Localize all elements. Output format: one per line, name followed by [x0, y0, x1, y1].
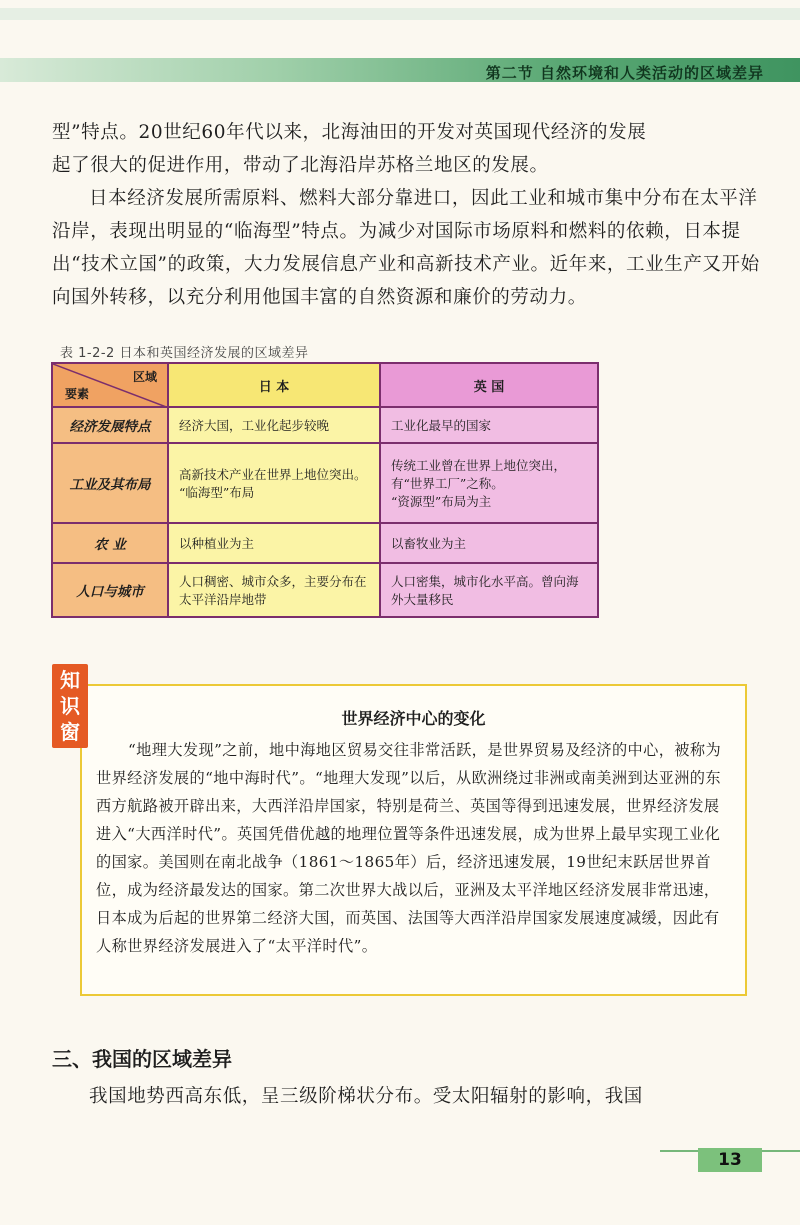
- paragraph-2: 日本经济发展所需原料、燃料大部分靠进口，因此工业和城市集中分布在太平洋沿岸，表现出明显的“临海型”特点。为减少对国际市场原料和燃料的依赖，日本提出“技术立国”的政策，大力发展信息产业和高新技术产业。近年来，工业生产又开始向国外转移，以充分利用他国丰富的自然资源和廉价的劳动力。: [52, 188, 760, 308]
- top-decor-strip: [0, 8, 800, 20]
- cell-uk-population: 人口密集，城市化水平高。曾向海外大量移民: [380, 563, 598, 617]
- table-row: [52, 407, 598, 443]
- tab-char: 知: [60, 668, 80, 692]
- table-header-row: [52, 363, 598, 407]
- cell-japan-industry-line-1: 高新技术产业在世界上地位突出。: [179, 467, 367, 482]
- corner-label-factor: 要素: [65, 387, 90, 401]
- row-key-economy: 经济发展特点: [52, 407, 168, 443]
- cell-japan-industry: [168, 443, 380, 523]
- cell-uk-industry: [380, 443, 598, 523]
- row-key-population: 人口与城市: [52, 563, 168, 617]
- page-number: 13: [698, 1148, 762, 1172]
- tab-char: 识: [60, 694, 80, 718]
- section-paragraph: 我国地势西高东低，呈三级阶梯状分布。受太阳辐射的影响，我国: [89, 1086, 643, 1107]
- knowledge-window-title: 世界经济中心的变化: [341, 709, 486, 728]
- body-text-block: [52, 116, 762, 314]
- paragraph-1-line-2: 起了很大的促进作用，带动了北海沿岸苏格兰地区的发展。: [52, 155, 549, 176]
- cell-japan-economy: 经济大国，工业化起步较晚: [168, 407, 380, 443]
- cell-uk-industry-line-2: “资源型”布局为主: [391, 494, 492, 509]
- knowledge-window-text-block: [96, 736, 726, 960]
- table-row: [52, 523, 598, 563]
- section-header-title: 第二节 自然环境和人类活动的区域差异: [485, 64, 764, 82]
- cell-japan-agriculture: 以种植业为主: [168, 523, 380, 563]
- cell-uk-agriculture: 以畜牧业为主: [380, 523, 598, 563]
- knowledge-window-paragraph: “地理大发现”之前，地中海地区贸易交往非常活跃，是世界贸易及经济的中心，被称为世界经济发展的“地中海时代”。“地理大发现”以后，从欧洲绕过非洲或南美洲到达亚洲的东西方航路被开辟出来，大西洋沿岸国家，特别是荷兰、英国等得到迅速发展，世界经济发展进入“大西洋时代”。英国凭借优越的地理位置等条件迅速发展，成为世界上最早实现工业化的国家。美国则在南北战争（1861～1865年）后，经济迅速发展，19世纪末跃居世界首位，成为经济最发达的国家。第二次世界大战以后，亚洲及太平洋地区经济发展非常迅速，日本成为后起的世界第二经济大国，而英国、法国等大西洋沿岸国家发展速度减缓，因此有人称世界经济发展进入了“太平洋时代”。: [96, 741, 722, 955]
- table-row: [52, 563, 598, 617]
- corner-label-region: 区域: [132, 370, 157, 384]
- section-heading: 三、我国的区域差异: [52, 1047, 232, 1071]
- table-caption: 表 1-2-2 日本和英国经济发展的区域差异: [60, 346, 309, 361]
- cell-japan-population: 人口稠密、城市众多，主要分布在太平洋沿岸地带: [168, 563, 380, 617]
- cell-japan-industry-line-2: “临海型”布局: [179, 485, 255, 500]
- paragraph-1-line-1: 型”特点。20世纪60年代以来，北海油田的开发对英国现代经济的发展: [52, 122, 647, 143]
- row-key-industry: 工业及其布局: [52, 443, 168, 523]
- tab-char: 窗: [60, 720, 80, 744]
- row-key-agriculture: 农 业: [52, 523, 168, 563]
- table-row: [52, 443, 598, 523]
- column-header-japan: 日 本: [168, 363, 380, 407]
- cell-uk-industry-line-1: 传统工业曾在世界上地位突出，有“世界工厂”之称。: [391, 458, 567, 491]
- column-header-uk: 英 国: [380, 363, 598, 407]
- cell-uk-economy: 工业化最早的国家: [380, 407, 598, 443]
- table-corner-cell: [52, 363, 168, 407]
- section-body: [52, 1080, 762, 1113]
- comparison-table: [51, 362, 599, 618]
